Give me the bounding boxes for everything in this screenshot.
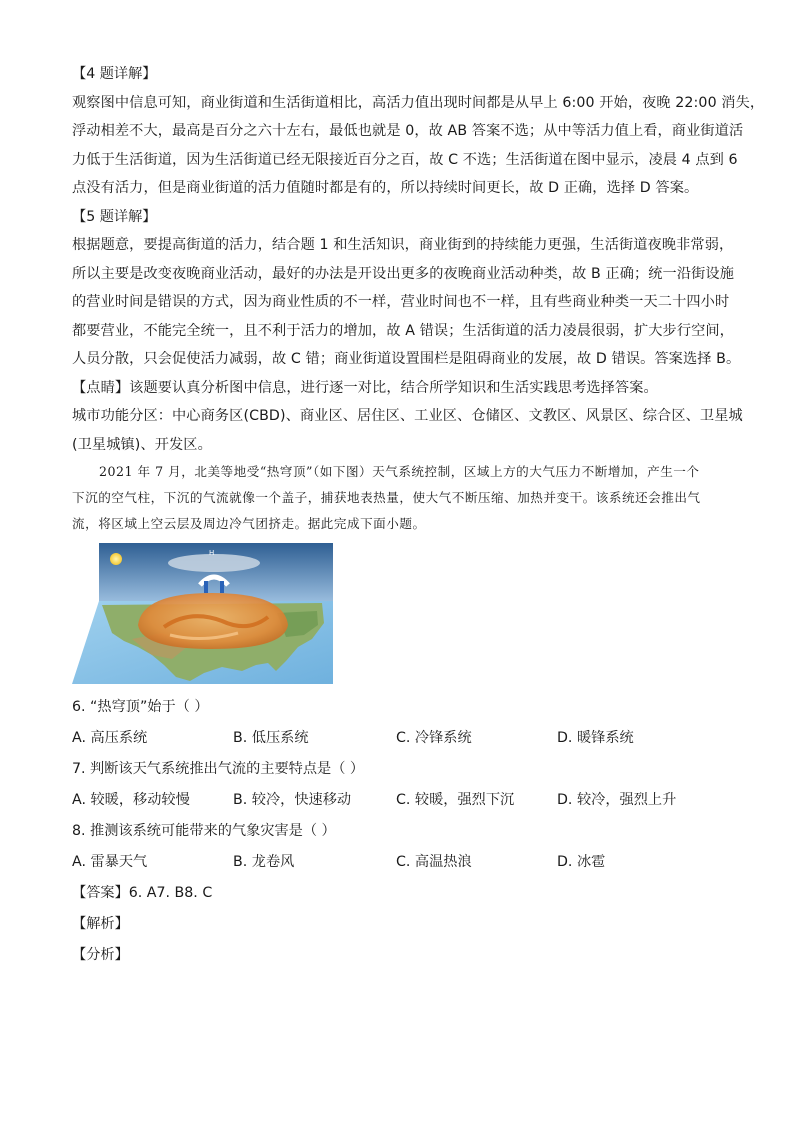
- q4-line: 观察图中信息可知，商业街道和生活街道相比，高活力值出现时间都是从早上 6:00 开始，夜晚 22:00 消失，: [72, 94, 765, 111]
- q5-line: 所以主要是改变夜晚商业活动，最好的办法是开设出更多的夜晚商业活动种类，故 B 正确；统一沿街设施: [72, 265, 734, 282]
- q4-heading: 【4 题详解】: [72, 66, 157, 82]
- q5-line: 人员分散，只会促使活力减弱，故 C 错；商业街道设置围栏是阻碍商业的发展，故 D 错误。答案选择 B。: [72, 351, 741, 367]
- q4-line: 力低于生活街道，因为生活街道已经无限接近百分之百，故 C 不选；生活街道在图中显示，凌晨 4 点到 6: [72, 151, 738, 168]
- option-a: A. 高压系统: [72, 730, 148, 746]
- option-d: D. 冰雹: [557, 854, 606, 870]
- question-options: [72, 847, 724, 878]
- question-options: [72, 785, 724, 816]
- heat-dome-illustration: [72, 543, 333, 684]
- passage-line: 2021 年 7 月，北美等地受“热穹顶”（如下图）天气系统控制，区域上方的大气压力不断增加，产生一个: [99, 464, 700, 479]
- q5-heading: 【5 题详解】: [72, 208, 157, 225]
- option-b: B. 低压系统: [233, 730, 309, 746]
- tip-line: 【点睛】该题要认真分析图中信息，进行逐一对比，结合所学知识和生活实践思考选择答案。: [72, 379, 658, 396]
- q5-line: 的营业时间是错误的方式，因为商业性质的不一样，营业时间也不一样，且有些商业种类一天二十四小时: [72, 294, 730, 310]
- question-stem: 7. 判断该天气系统推出气流的主要特点是（ ）: [72, 761, 365, 777]
- option-b: B. 龙卷风: [233, 854, 295, 870]
- option-c: C. 冷锋系统: [396, 730, 472, 746]
- analysis-heading: 【解析】: [72, 916, 129, 932]
- question-options: [72, 723, 724, 754]
- q5-line: 都要营业，不能完全统一，且不利于活力的增加，故 A 错误；生活街道的活力凌晨很弱，扩大步行空间，: [72, 322, 734, 339]
- sun-icon: [110, 553, 122, 565]
- question-stem: 8. 推测该系统可能带来的气象灾害是（ ）: [72, 823, 336, 839]
- option-d: D. 较冷，强烈上升: [557, 792, 677, 808]
- option-c: C. 高温热浪: [396, 854, 472, 870]
- passage-line: 流，将区域上空云层及周边冷气团挤走。据此完成下面小题。: [72, 516, 426, 531]
- zone-line: (卫星城镇)、开发区。: [72, 436, 212, 453]
- answer-line: 【答案】6. A7. B8. C: [72, 885, 213, 901]
- option-c: C. 较暖，强烈下沉: [396, 792, 515, 808]
- zone-line: 城市功能分区：中心商务区(CBD)、商业区、居住区、工业区、仓储区、文教区、风景区、综合区、卫星城: [72, 408, 743, 424]
- document-page: [72, 60, 765, 971]
- q4-line: 浮动相差不大，最高是百分之六十左右，最低也就是 0，故 AB 答案不选；从中等活力值上看，商业街道活: [72, 123, 744, 139]
- option-b: B. 较冷，快速移动: [233, 792, 352, 808]
- option-a: A. 较暖，移动较慢: [72, 792, 190, 808]
- high-pressure-label: H: [209, 549, 215, 557]
- q4-line: 点没有活力，但是商业街道的活力值随时都是有的，所以持续时间更长，故 D 正确，选择 D 答案。: [72, 180, 699, 196]
- passage-line: 下沉的空气柱，下沉的气流就像一个盖子，捕获地表热量，使大气不断压缩、加热并变干。该系统还会推出气: [72, 490, 701, 505]
- heat-dome-figure: [72, 543, 333, 684]
- q5-line: 根据题意，要提高街道的活力，结合题 1 和生活知识，商业街到的持续能力更强，生活街道夜晚非常弱，: [72, 237, 734, 253]
- question-stem: 6. “热穹顶”始于（ ）: [72, 699, 209, 715]
- fenxi-heading: 【分析】: [72, 947, 129, 963]
- option-a: A. 雷暴天气: [72, 854, 148, 870]
- option-d: D. 暖锋系统: [557, 730, 634, 746]
